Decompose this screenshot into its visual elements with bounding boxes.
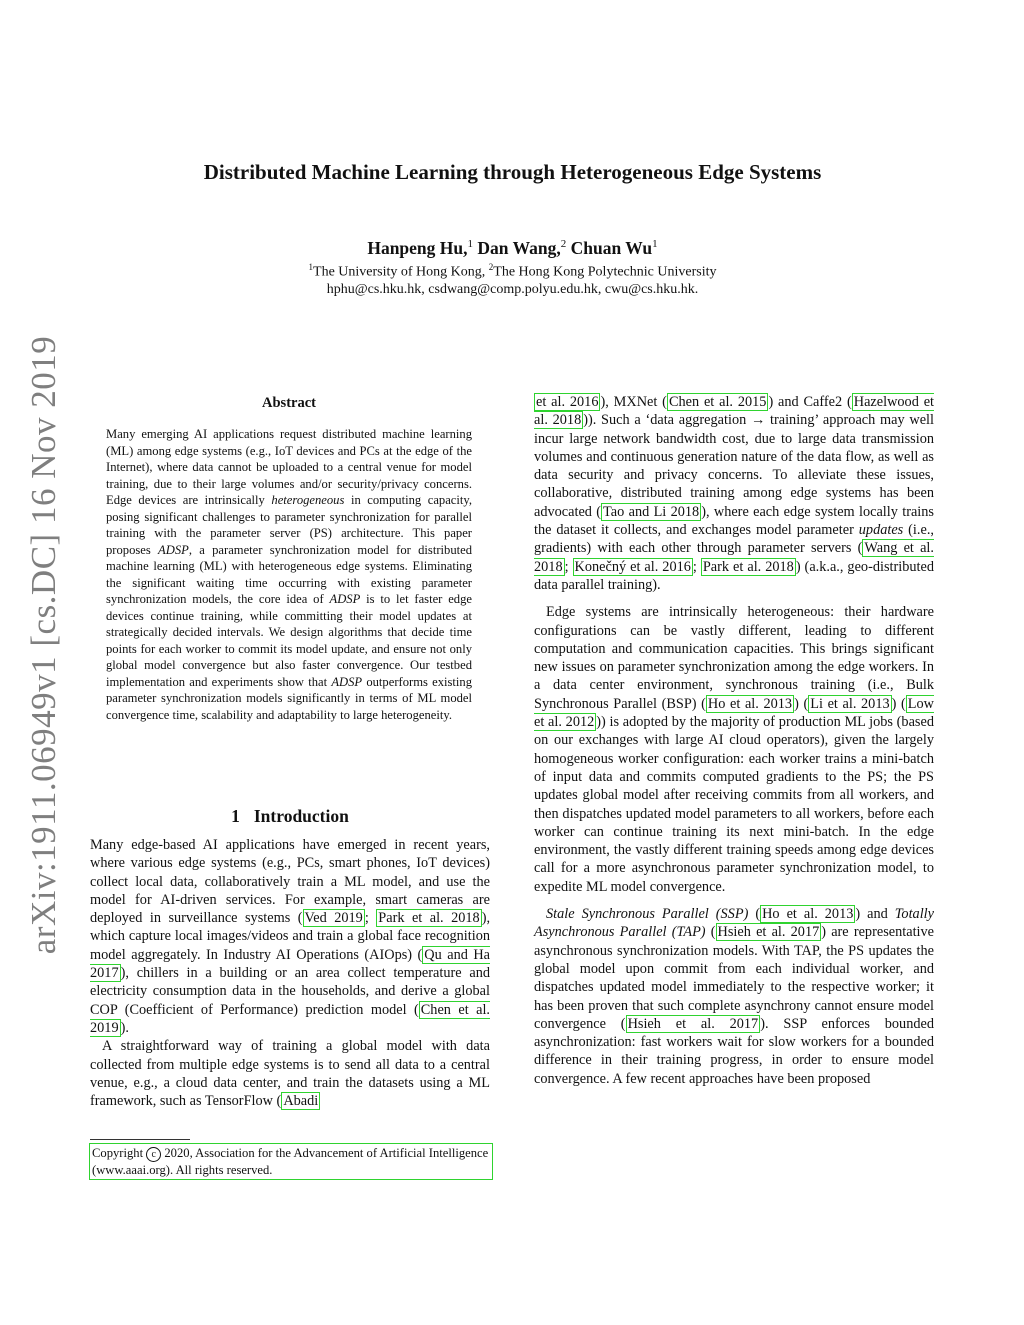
author-affil-mark: 1 — [652, 238, 658, 251]
abstract-body: Many emerging AI applications request distributed machine learning (ML) among edge systems (e.g., IoT devices and PCs at the edge of the Internet), where data cannot be uploaded to a central venue for model training, due to their large volumes and/or security/privacy concerns. Edge devices are intrinsically heterogeneous in computing capacity, posing significant challenges to parameter synchronization for parallel training with the parameter server (PS) architecture. This paper proposes ADSP, a parameter synchronization model for distributed machine learning (ML) with heterogeneous edge systems. Eliminating the significant waiting time occurring with existing parameter synchronization models, the core idea of ADSP is to let faster edge devices continue training, while committing their model updates at strategically decided intervals. We design algorithms that decide time points for each worker to commit its model update, and ensure not only global model convergence but also faster convergence. Our testbed implementation and experiments show that ADSP outperforms existing parameter synchronization models significantly in terms of ML model convergence time, scalability and adaptability to large heterogeneity. — [106, 427, 473, 722]
citation-link[interactable]: Park et al. 2018 — [378, 910, 480, 927]
author-list — [90, 238, 935, 259]
citation-link[interactable]: Li et al. 2013 — [810, 695, 890, 712]
citation-link[interactable]: Chen et al. 2015 — [668, 394, 767, 410]
citation-link[interactable]: Low et al. 2012 — [534, 695, 934, 731]
intro-paragraph-2: A straightforward way of training a global model with data collected from multiple edge systems is to send all data to a central venue, e.g., a cloud data center, and train the datasets using a ML framework, such as TensorFlow ( Abadi — [90, 1038, 490, 1110]
footnote-rule — [90, 1139, 190, 1140]
citation-link[interactable]: Ho et al. 2013 — [707, 695, 793, 712]
right-column-body — [534, 393, 934, 1088]
citation-link[interactable]: Chen et al. 2019 — [90, 1001, 490, 1036]
author-affil-mark: 1 — [467, 238, 474, 251]
author-name: Hanpeng Hu, — [367, 238, 468, 258]
paper-title: Distributed Machine Learning through Heterogeneous Edge Systems — [203, 160, 822, 184]
body-paragraph-3: Stale Synchronous Parallel (SSP) ( Ho et al. 2013 ) and Totally Asynchronous Parallel (TAP) ( Hsieh et al. 2017 ) are representative asynchronous synchronization models. With TAP, the PS updates the global model upon commit from each individual worker, and dispatches updated model immediately to the respective worker; it has been proven that such complete asynchrony cannot ensure model convergence ( Hsieh et al. 2017 ). SSP enforces bounded asynchronization: fast workers wait for slow workers for a bounded difference in their training progress, in order to ensure model convergence. A few recent approaches have been proposed — [534, 906, 935, 1087]
section-heading-introduction — [90, 806, 490, 827]
copyright-footnote[interactable]: Copyright c 2020, Association for the Advancement of Artificial Intelligence (www.aaai.org). All rights reserved. — [89, 1143, 493, 1180]
intro-paragraph-1: Many edge-based AI applications have emerged in recent years, where various edge systems (e.g., PCs, smart phones, IoT devices) collect local data, collaboratively train a ML model, and use the model for AI-driven services. For example, smart cameras are deployed in surveillance systems ( Ved 2019 ; Park et al. 2018 ), which capture local images/videos and train a global face recognition model aggregately. In Industry AI Operations (AIOps) ( Qu and Ha 2017 ), chillers in a building or an area collect temperature and electricity consumption data in the households, and derive a global COP (Coefficient of Performance) prediction model ( Chen et al. 2019 ). — [90, 837, 491, 1036]
citation-link[interactable]: Wang et al. 2018 — [534, 540, 934, 575]
affil-mark: 2 — [488, 262, 494, 272]
affiliation-hku: The University of Hong Kong, — [313, 264, 489, 280]
citation-link[interactable]: Qu and Ha 2017 — [90, 946, 491, 982]
section-number: 1 — [231, 806, 240, 826]
affiliations — [90, 262, 935, 281]
citation-link[interactable]: Ho et al. 2013 — [762, 906, 854, 923]
copyright-icon: c — [146, 1147, 161, 1162]
citation-link[interactable]: Hazelwood et al. 2018 — [534, 394, 935, 429]
affil-mark: 1 — [308, 262, 314, 272]
citation-link[interactable]: Ved 2019 — [304, 910, 363, 927]
affiliation-polyu: The Hong Kong Polytechnic University — [493, 264, 717, 280]
citation-link[interactable]: Abadi — [283, 1093, 319, 1110]
citation-link[interactable]: Hsieh et al. 2017 — [627, 1015, 759, 1032]
left-column-body — [90, 836, 490, 1110]
section-title: Introduction — [253, 806, 349, 826]
citation-link[interactable]: Park et al. 2018 — [702, 558, 794, 575]
citation-link[interactable]: Hsieh et al. 2017 — [717, 924, 820, 941]
citation-link[interactable]: Konečný et al. 2016 — [574, 558, 691, 575]
arxiv-id-text: arXiv:1911.06949v1 [cs.DC] 16 Nov 2019 — [24, 335, 64, 955]
citation-link[interactable]: Tao and Li 2018 — [603, 503, 700, 520]
author-name: Chuan Wu — [570, 238, 653, 258]
author-affil-mark: 2 — [560, 238, 567, 251]
arxiv-identifier — [18, 335, 70, 955]
author-name: Dan Wang, — [477, 238, 561, 258]
abstract-heading: Abstract — [262, 395, 316, 411]
citation-link[interactable]: et al. 2016 — [536, 394, 599, 410]
body-paragraph-1: et al. 2016 ), MXNet ( Chen et al. 2015 ) and Caffe2 ( Hazelwood et al. 2018 )). Such a ‘data aggregation → training’ approach may well incur large network bandwidth cost, due to large data transmission volumes and continuous generation nature of the data flow, as well as data security and privacy concerns. To alleviate these issues, collaborative, distributed training among edge systems has been advocated ( Tao and Li 2018 ), where each edge system locally trains the dataset it collects, and exchanges model parameter updates (i.e., gradients) with each other through parameter servers ( Wang et al. 2018 ; Konečný et al. 2016 ; Park et al. 2018 ) (a.k.a., geo-distributed data parallel training). — [534, 394, 935, 593]
author-emails: hphu@cs.hku.hk, csdwang@comp.polyu.edu.hk, cwu@cs.hku.hk. — [326, 282, 699, 297]
body-paragraph-2: Edge systems are intrinsically heterogeneous: their hardware configurations can be vastly different, leading to different computation and communication capacities. This brings significant new issues on parameter synchronization among the edge workers. In a data center environment, synchronous training (i.e., Bulk Synchronous Parallel (BSP) ( Ho et al. 2013 ) ( Li et al. 2013 ) ( Low et al. 2012 )) is adopted by the majority of production ML jobs (based on our exchanges with large AI cloud operators), given the largely homogeneous worker configuration: each worker trains a mini-batch of input data and commits computed gradients to the PS; the PS updates global model after receiving commits from all workers, and then dispatches updated model parameters to all workers, before each worker can continue training its next mini-batch. In the edge environment, the vastly different training speeds among edge devices call for a more asynchronous parameter synchronization model, to expedite ML model convergence. — [534, 604, 934, 895]
